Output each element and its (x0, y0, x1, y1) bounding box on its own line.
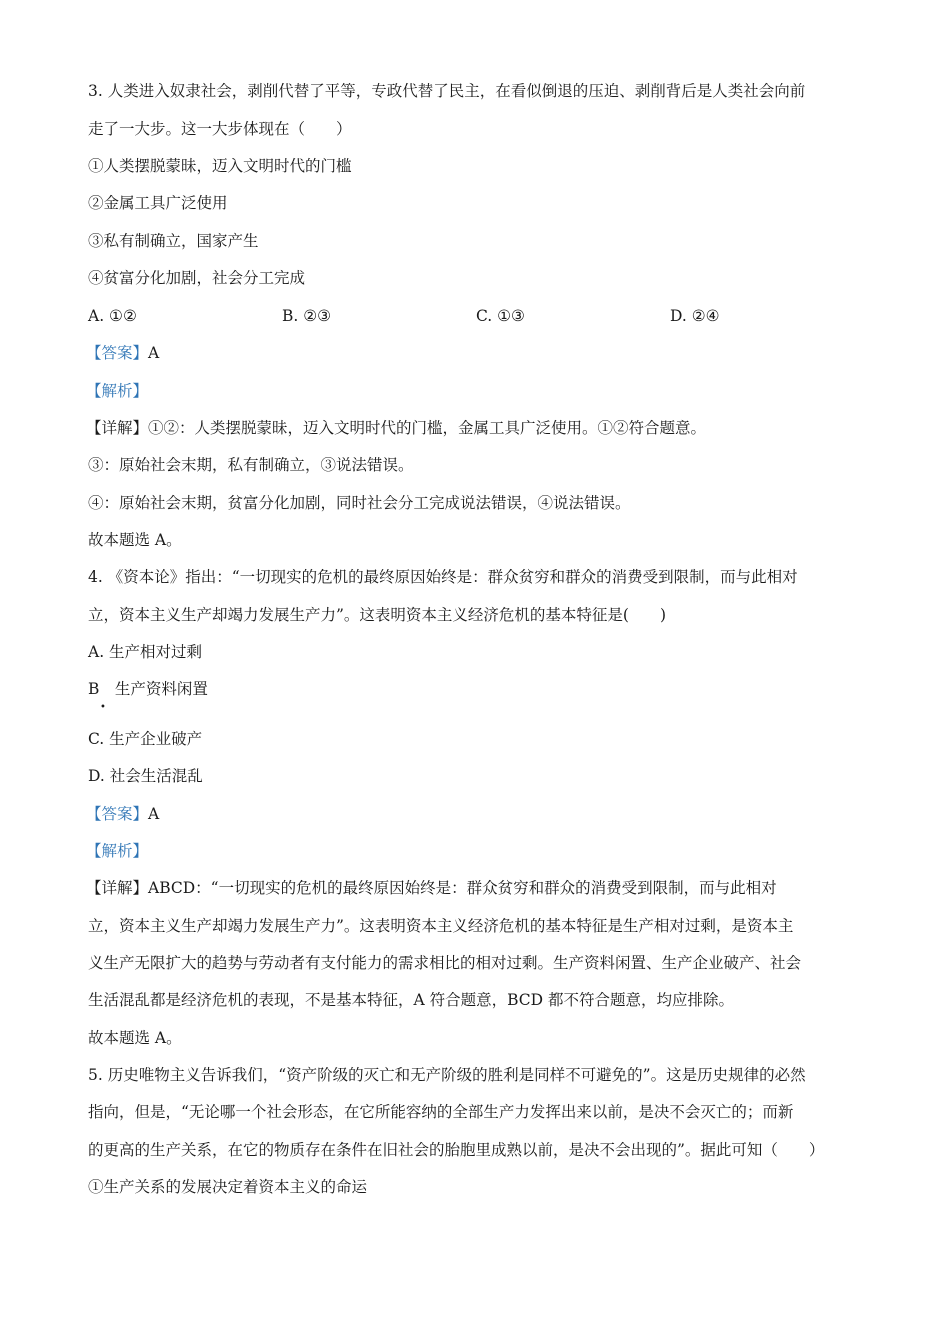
q3-item4: ④贫富分化加剧，社会分工完成 (88, 269, 306, 287)
q4-detail-line1 (86, 877, 890, 899)
q3-option-c: C. ①③ (476, 307, 525, 325)
q4-answer (86, 803, 890, 825)
q4-option-b-dot: • (100, 702, 106, 713)
q4-stem-line2: 立，资本主义生产却竭力发展生产力”。这表明资本主义经济危机的基本特征是( ) (88, 606, 667, 624)
q4-option-c: C. 生产企业破产 (88, 730, 203, 748)
q3-analysis-tag: 【解析】 (86, 382, 149, 400)
q4-detail-text1: ABCD：“一切现实的危机的最终原因始终是：群众贫穷和群众的消费受到限制，而与此相对 (148, 879, 777, 897)
q4-detail-line2: 立，资本主义生产却竭力发展生产力”。这表明资本主义经济危机的基本特征是生产相对过剩，是资本主 (88, 917, 794, 935)
q3-detail-tag: 【详解】 (86, 419, 149, 437)
q3-answer (86, 342, 890, 364)
q3-detail-line3: ④：原始社会末期，贫富分化加剧，同时社会分工完成说法错误，④说法错误。 (88, 494, 631, 512)
q3-option-a: A. ①② (88, 307, 137, 325)
q4-detail-line4: 生活混乱都是经济危机的表现，不是基本特征，A 符合题意，BCD 都不符合题意，均应排除。 (88, 991, 735, 1009)
q4-detail-tag: 【详解】 (86, 879, 149, 897)
q3-detail-line1 (86, 417, 890, 439)
q3-conclusion: 故本题选 A。 (88, 531, 182, 549)
q5-item1: ①生产关系的发展决定着资本主义的命运 (88, 1178, 368, 1196)
q3-detail-line2: ③：原始社会末期，私有制确立，③说法错误。 (88, 456, 414, 474)
q4-analysis-tag: 【解析】 (86, 842, 149, 860)
q3-stem-line1: 3. 人类进入奴隶社会，剥削代替了平等，专政代替了民主，在看似倒退的压迫、剥削背后是人类社会向前 (88, 82, 806, 100)
q3-item2: ②金属工具广泛使用 (88, 194, 228, 212)
q5-stem-line1: 5. 历史唯物主义告诉我们，“资产阶级的灭亡和无产阶级的胜利是同样不可避免的”。这是历史规律的必然 (88, 1066, 806, 1084)
q3-item1: ①人类摆脱蒙昧，迈入文明时代的门槛 (88, 157, 352, 175)
q3-answer-value: A (148, 344, 160, 362)
q4-detail-line3: 义生产无限扩大的趋势与劳动者有支付能力的需求相比的相对过剩。生产资料闲置、生产企业破产、社会 (88, 954, 802, 972)
q4-option-a: A. 生产相对过剩 (88, 643, 203, 661)
q3-detail-text1: ①②：人类摆脱蒙昧，迈入文明时代的门槛，金属工具广泛使用。①②符合题意。 (148, 419, 707, 437)
q4-answer-value: A (148, 805, 160, 823)
q4-option-d: D. 社会生活混乱 (88, 767, 203, 785)
q3-item3: ③私有制确立，国家产生 (88, 232, 259, 250)
q5-stem-line2: 指向，但是，“无论哪一个社会形态，在它所能容纳的全部生产力发挥出来以前，是决不会灭亡的；而新 (88, 1103, 794, 1121)
q3-option-b: B. ②③ (282, 307, 332, 325)
q3-stem-line2: 走了一大步。这一大步体现在（ ） (88, 120, 352, 138)
q5-stem-line3: 的更高的生产关系，在它的物质存在条件在旧社会的胎胞里成熟以前，是决不会出现的”。据此可知（ ） (88, 1141, 825, 1159)
q4-answer-tag: 【答案】 (86, 805, 149, 823)
q4-analysis (86, 840, 890, 862)
q4-conclusion: 故本题选 A。 (88, 1029, 182, 1047)
q3-option-d: D. ②④ (670, 307, 720, 325)
q4-stem-line1: 4. 《资本论》指出：“一切现实的危机的最终原因始终是：群众贫穷和群众的消费受到限制，而与此相对 (88, 568, 798, 586)
q3-answer-tag: 【答案】 (86, 344, 149, 362)
q3-analysis (86, 380, 890, 402)
q4-option-b: B 生产资料闲置 (88, 680, 208, 698)
